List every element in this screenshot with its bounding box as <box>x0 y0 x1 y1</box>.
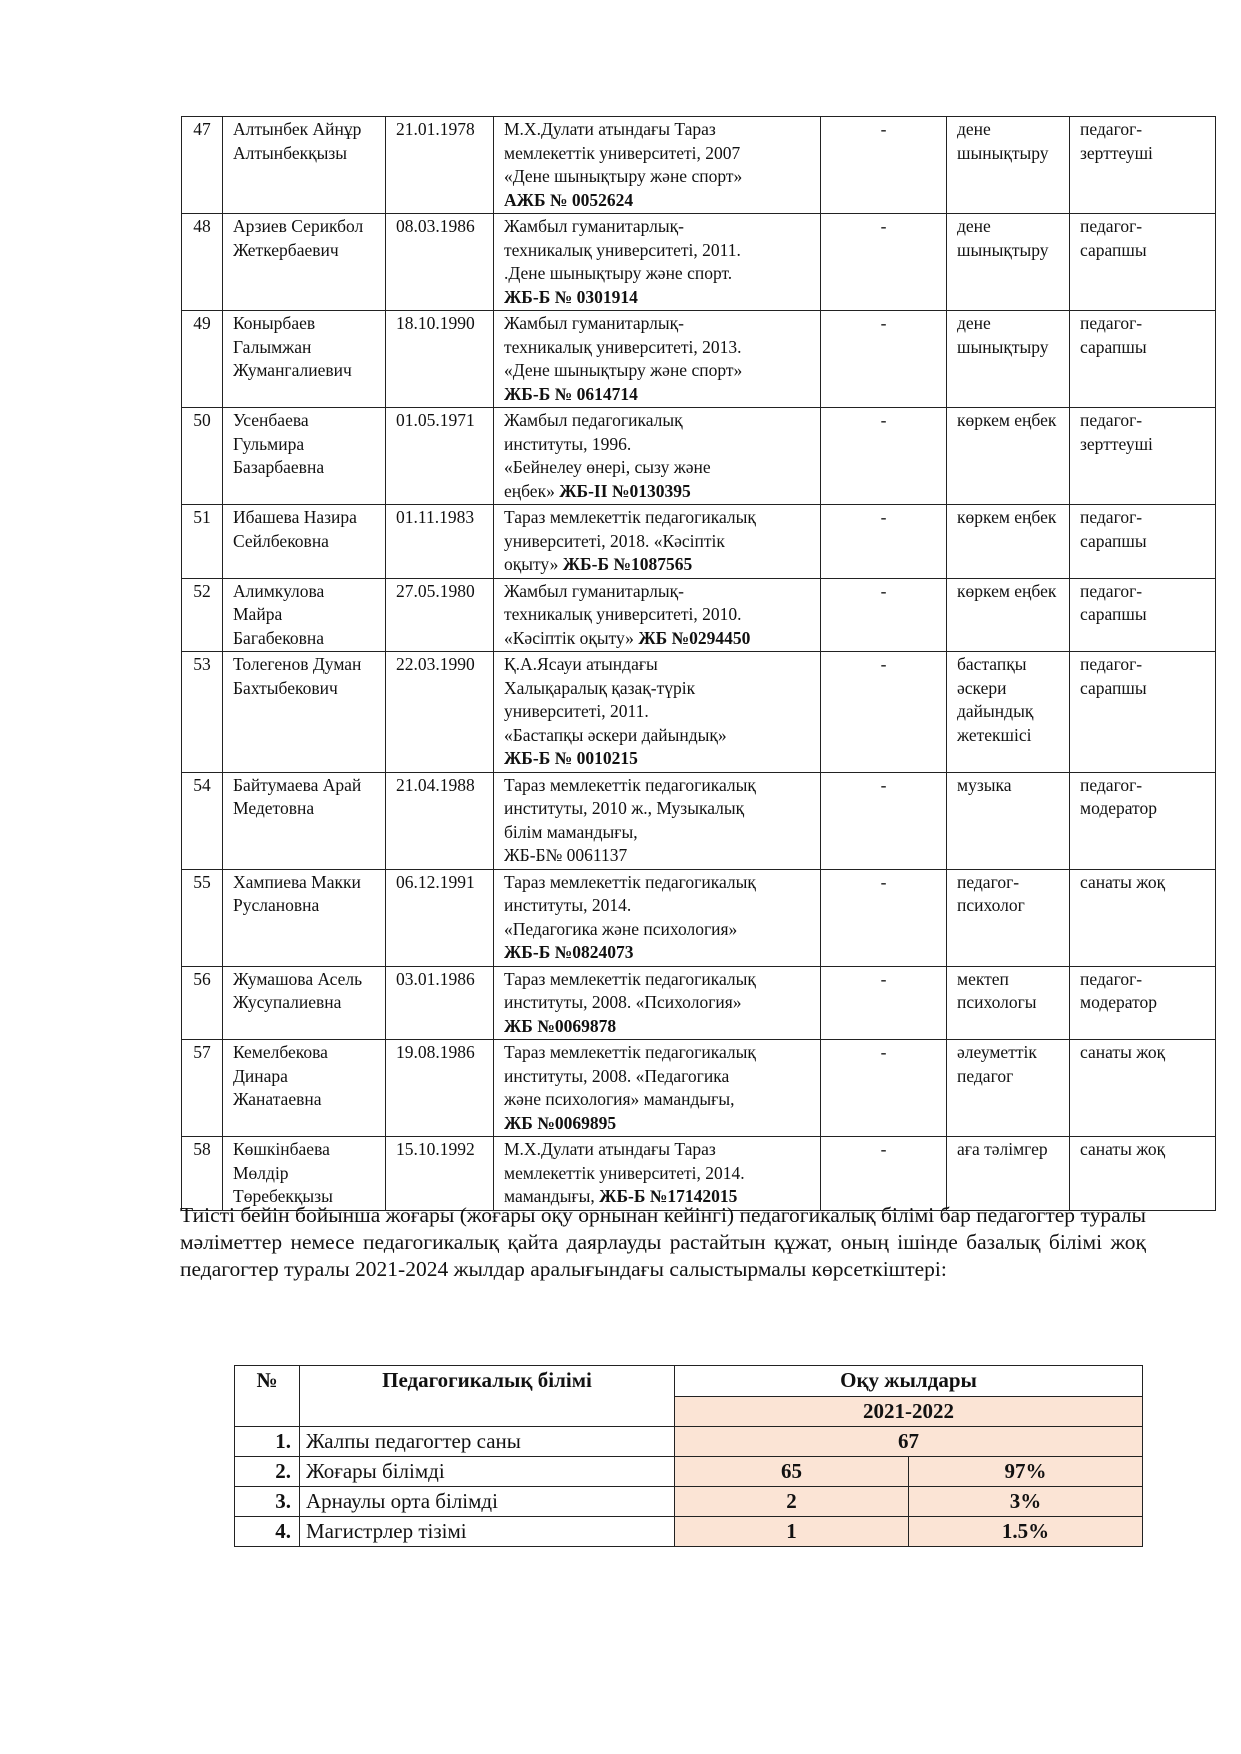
education-text: және психология» мамандығы, <box>504 1089 735 1109</box>
teacher-name-line: Бахтыбекович <box>233 677 338 698</box>
staff-row <box>182 1137 1216 1211</box>
category-line: санаты жоқ <box>1080 871 1166 892</box>
category-line: педагог- <box>1080 313 1143 333</box>
subject <box>947 214 1070 311</box>
category <box>1070 311 1216 408</box>
summary-table <box>234 1365 1143 1547</box>
education-text: техникалық университеті, 2013. <box>504 336 742 357</box>
category-line: педагог- <box>1080 507 1143 527</box>
category-line: педагог- <box>1080 580 1143 601</box>
row-number: 49 <box>182 311 223 408</box>
teacher-name <box>223 966 386 1040</box>
summary-header-education: Педагогикалық білімі <box>300 1366 675 1427</box>
category-line: педагог- <box>1080 654 1143 674</box>
education <box>494 869 821 966</box>
subject-line: педагог <box>957 1065 1014 1086</box>
category <box>1070 869 1216 966</box>
summary-header-num: № <box>235 1366 300 1427</box>
education-line <box>504 480 810 504</box>
summary-row-value: 1 <box>675 1517 909 1547</box>
education-text: Тараз мемлекеттік педагогикалық <box>504 774 756 795</box>
birth-date: 21.04.1988 <box>386 772 494 869</box>
education-line <box>504 1112 810 1136</box>
summary-row <box>235 1517 1143 1547</box>
education <box>494 652 821 773</box>
additional-education: - <box>821 772 947 869</box>
teacher-name-line: Жумашова Асель <box>233 968 363 989</box>
teacher-name <box>223 1137 386 1211</box>
subject-line: дене <box>957 216 991 236</box>
category <box>1070 966 1216 1040</box>
teacher-name <box>223 869 386 966</box>
teacher-name-line: Арзиев Серикбол <box>233 216 364 236</box>
teacher-name-line: Алтынбекқызы <box>233 142 348 163</box>
teacher-name-line: Жанатаевна <box>233 1089 322 1109</box>
additional-education: - <box>821 505 947 579</box>
category <box>1070 772 1216 869</box>
summary-row-num: 2. <box>235 1457 300 1487</box>
birth-date: 06.12.1991 <box>386 869 494 966</box>
summary-row <box>235 1427 1143 1457</box>
category-line: зерттеуші <box>1080 433 1153 454</box>
subject-line: шынықтыру <box>957 142 1049 163</box>
education-line <box>504 1041 810 1065</box>
category-line: сарапшы <box>1080 336 1147 357</box>
education <box>494 117 821 214</box>
education-line <box>504 189 810 213</box>
category-line: педагог- <box>1080 119 1143 139</box>
education-text: «Дене шынықтыру және спорт» <box>504 166 743 186</box>
education-line <box>504 627 810 651</box>
subject-line: көркем еңбек <box>957 507 1057 527</box>
teacher-name-line: Гульмира <box>233 433 305 454</box>
category <box>1070 1137 1216 1211</box>
education-text: Тараз мемлекеттік педагогикалық <box>504 871 756 892</box>
education-text: Тараз мемлекеттік педагогикалық <box>504 507 756 527</box>
birth-date: 01.11.1983 <box>386 505 494 579</box>
staff-row <box>182 408 1216 505</box>
birth-date: 08.03.1986 <box>386 214 494 311</box>
category <box>1070 117 1216 214</box>
teacher-name <box>223 578 386 652</box>
category-line: педагог- <box>1080 410 1143 430</box>
subject <box>947 505 1070 579</box>
education-line <box>504 700 810 724</box>
teacher-name-line: Хампиева Макки <box>233 871 361 892</box>
staff-row <box>182 505 1216 579</box>
subject-line: көркем еңбек <box>957 410 1057 430</box>
row-number: 52 <box>182 578 223 652</box>
education-line <box>504 1088 810 1112</box>
education-text: еңбек» <box>504 480 560 501</box>
summary-header-row <box>235 1366 1143 1397</box>
category <box>1070 214 1216 311</box>
teacher-name-line: Алимкулова <box>233 580 325 601</box>
teacher-name <box>223 772 386 869</box>
summary-row-percent: 3% <box>909 1487 1143 1517</box>
row-number: 48 <box>182 214 223 311</box>
summary-row-value: 67 <box>675 1427 1143 1457</box>
education-line <box>504 262 810 286</box>
education-line <box>504 506 810 530</box>
education-line <box>504 239 810 263</box>
education-text: мемлекеттік университеті, 2014. <box>504 1162 745 1183</box>
birth-date: 15.10.1992 <box>386 1137 494 1211</box>
birth-date: 19.08.1986 <box>386 1040 494 1137</box>
education <box>494 1040 821 1137</box>
staff-row <box>182 869 1216 966</box>
category <box>1070 1040 1216 1137</box>
row-number: 53 <box>182 652 223 773</box>
birth-date: 21.01.1978 <box>386 117 494 214</box>
teacher-name-line: Руслановна <box>233 895 320 915</box>
staff-row <box>182 578 1216 652</box>
teacher-name <box>223 652 386 773</box>
category-line: модератор <box>1080 798 1157 818</box>
birth-date: 01.05.1971 <box>386 408 494 505</box>
education-text: институты, 2008. «Психология» <box>504 992 742 1012</box>
teacher-name-line: Кемелбекова <box>233 1042 328 1062</box>
education-text: ЖБ-Б №0824073 <box>504 942 634 962</box>
row-number: 51 <box>182 505 223 579</box>
teacher-name <box>223 311 386 408</box>
education-line <box>504 456 810 480</box>
education-text: техникалық университеті, 2011. <box>504 239 741 260</box>
subject-line: бастапқы <box>957 654 1027 674</box>
summary-row-label: Арнаулы орта білімді <box>300 1487 675 1517</box>
education-line <box>504 433 810 457</box>
summary-row-value: 2 <box>675 1487 909 1517</box>
education-line <box>504 1065 810 1089</box>
summary-row-label: Жалпы педагогтер саны <box>300 1427 675 1457</box>
teacher-name-line: Базарбаевна <box>233 457 325 477</box>
subject-line: психолог <box>957 895 1025 915</box>
birth-date: 27.05.1980 <box>386 578 494 652</box>
row-number: 50 <box>182 408 223 505</box>
teacher-name-line: Толегенов Думан <box>233 654 362 674</box>
row-number: 58 <box>182 1137 223 1211</box>
staff-row <box>182 1040 1216 1137</box>
summary-row-percent: 1.5% <box>909 1517 1143 1547</box>
teacher-name-line: Медетовна <box>233 798 315 818</box>
category-line: зерттеуші <box>1080 142 1153 163</box>
teacher-name <box>223 214 386 311</box>
education-text: М.Х.Дулати атындағы Тараз <box>504 119 716 139</box>
category-line: сарапшы <box>1080 604 1147 624</box>
additional-education: - <box>821 117 947 214</box>
education-text: білім мамандығы, <box>504 821 638 842</box>
education-text: Халықаралық қазақ-түрік <box>504 677 696 698</box>
teacher-name-line: Төребекқызы <box>233 1186 333 1206</box>
summary-year: 2021-2022 <box>675 1396 1143 1427</box>
subject <box>947 311 1070 408</box>
category-line: санаты жоқ <box>1080 1042 1166 1062</box>
summary-row-label: Магистрлер тізімі <box>300 1517 675 1547</box>
summary-header-years: Оқу жылдары <box>675 1366 1143 1397</box>
education-line <box>504 653 810 677</box>
education-line <box>504 941 810 965</box>
education-line <box>504 747 810 771</box>
education-line <box>504 215 810 239</box>
subject <box>947 117 1070 214</box>
row-number: 54 <box>182 772 223 869</box>
additional-education: - <box>821 652 947 773</box>
teacher-name-line: Жусупалиевна <box>233 992 342 1012</box>
education-text: университеті, 2011. <box>504 701 649 721</box>
subject-line: әлеуметтік <box>957 1042 1037 1062</box>
teacher-name-line: Динара <box>233 1065 288 1086</box>
education-line <box>504 1138 810 1162</box>
education-line <box>504 312 810 336</box>
education-text: М.Х.Дулати атындағы Тараз <box>504 1139 716 1159</box>
education-line <box>504 918 810 942</box>
education-line <box>504 774 810 798</box>
teacher-name-line: Көшкінбаева <box>233 1139 330 1159</box>
education-text: институты, 2010 ж., Музыкалық <box>504 798 745 818</box>
education-line <box>504 968 810 992</box>
teacher-name-line: Мөлдір <box>233 1162 289 1183</box>
education-text: институты, 2008. «Педагогика <box>504 1065 730 1086</box>
education-text: ЖБ-Б № 0010215 <box>504 748 638 768</box>
category-line: педагог- <box>1080 216 1143 236</box>
additional-education: - <box>821 1040 947 1137</box>
education-text: «Кәсіптік оқыту» <box>504 627 639 648</box>
subject-line: мектеп <box>957 968 1009 989</box>
category-line: педагог- <box>1080 774 1143 795</box>
additional-education: - <box>821 578 947 652</box>
education-line <box>504 580 810 604</box>
education-line <box>504 142 810 166</box>
education-line <box>504 383 810 407</box>
education-line <box>504 1162 810 1186</box>
row-number: 55 <box>182 869 223 966</box>
row-number: 57 <box>182 1040 223 1137</box>
subject-line: дене <box>957 313 991 333</box>
teacher-name-line: Байтумаева Арай <box>233 774 362 795</box>
education <box>494 966 821 1040</box>
education <box>494 1137 821 1211</box>
education-text: Қ.А.Ясауи атындағы <box>504 654 658 674</box>
subject-line: педагог- <box>957 871 1020 892</box>
education-text: Жамбыл гуманитарлық- <box>504 580 684 601</box>
staff-row <box>182 652 1216 773</box>
diploma-number: ЖБ-Б №17142015 <box>599 1186 738 1206</box>
category <box>1070 578 1216 652</box>
education-text: мамандығы, <box>504 1186 600 1206</box>
category <box>1070 505 1216 579</box>
subject-line: жетекшісі <box>957 724 1032 745</box>
row-number: 56 <box>182 966 223 1040</box>
education-text: АЖБ № 0052624 <box>504 189 634 210</box>
diploma-number: ЖБ-ІІ №0130395 <box>559 480 691 501</box>
category <box>1070 408 1216 505</box>
subject-line: әскери <box>957 677 1007 698</box>
category-line: сарапшы <box>1080 239 1147 260</box>
education-text: «Дене шынықтыру және спорт» <box>504 360 743 380</box>
education-line <box>504 1015 810 1039</box>
education-text: институты, 1996. <box>504 433 632 454</box>
education-line <box>504 821 810 845</box>
subject <box>947 1040 1070 1137</box>
category-line: сарапшы <box>1080 530 1147 551</box>
additional-education: - <box>821 966 947 1040</box>
summary-row-value: 65 <box>675 1457 909 1487</box>
teacher-name-line: Жеткербаевич <box>233 239 339 260</box>
subject-line: дайындық <box>957 701 1034 721</box>
subject-line: дене <box>957 119 991 139</box>
education-line <box>504 844 810 868</box>
subject <box>947 966 1070 1040</box>
teacher-name-line: Майра <box>233 604 283 624</box>
teacher-name-line: Усенбаева <box>233 410 309 430</box>
additional-education: - <box>821 214 947 311</box>
education-line <box>504 797 810 821</box>
summary-row-num: 4. <box>235 1517 300 1547</box>
subject-line: көркем еңбек <box>957 580 1057 601</box>
diploma-number: ЖБ №0294450 <box>638 627 751 648</box>
staff-table <box>181 116 1216 1211</box>
subject <box>947 578 1070 652</box>
education-text: «Педагогика және психология» <box>504 918 738 939</box>
teacher-name <box>223 1040 386 1137</box>
education-text: техникалық университеті, 2010. <box>504 604 742 624</box>
row-number: 47 <box>182 117 223 214</box>
teacher-name-line: Ибашева Назира <box>233 507 357 527</box>
subject <box>947 408 1070 505</box>
subject <box>947 772 1070 869</box>
additional-education: - <box>821 408 947 505</box>
education <box>494 578 821 652</box>
subject-line: аға тәлімгер <box>957 1139 1048 1159</box>
education-line <box>504 336 810 360</box>
education-line <box>504 359 810 383</box>
education-text: оқыту» <box>504 554 563 574</box>
teacher-name-line: Сейлбековна <box>233 530 329 551</box>
staff-row <box>182 772 1216 869</box>
education <box>494 311 821 408</box>
education-text: ЖБ-Б № 0614714 <box>504 383 638 404</box>
teacher-name-line: Жумангалиевич <box>233 360 352 380</box>
education <box>494 772 821 869</box>
education-line <box>504 894 810 918</box>
education-text: Тараз мемлекеттік педагогикалық <box>504 1042 756 1062</box>
education-line <box>504 677 810 701</box>
education-text: «Бастапқы әскери дайындық» <box>504 724 727 745</box>
education-text: ЖБ №0069895 <box>504 1112 617 1133</box>
education <box>494 505 821 579</box>
education-line <box>504 553 810 577</box>
category-line: педагог- <box>1080 968 1143 989</box>
education-text: ЖБ-Б № 0301914 <box>504 286 638 307</box>
teacher-name-line: Конырбаев <box>233 313 316 333</box>
teacher-name-line: Багабековна <box>233 627 324 648</box>
staff-table-body <box>182 117 1216 1211</box>
teacher-name-line: Алтынбек Айнұр <box>233 119 362 139</box>
teacher-name <box>223 408 386 505</box>
additional-education: - <box>821 311 947 408</box>
education <box>494 408 821 505</box>
education-line <box>504 724 810 748</box>
education-line <box>504 603 810 627</box>
category-line: модератор <box>1080 992 1157 1012</box>
category <box>1070 652 1216 773</box>
summary-row <box>235 1487 1143 1517</box>
education-text: мемлекеттік университеті, 2007 <box>504 142 741 163</box>
education-text: Жамбыл гуманитарлық- <box>504 313 684 333</box>
education-line <box>504 118 810 142</box>
education-text: институты, 2014. <box>504 895 632 915</box>
education-text: Тараз мемлекеттік педагогикалық <box>504 968 756 989</box>
summary-row-num: 1. <box>235 1427 300 1457</box>
education-text: университеті, 2018. «Кәсіптік <box>504 530 725 551</box>
education-line <box>504 409 810 433</box>
education-text: «Бейнелеу өнері, сызу және <box>504 457 711 477</box>
staff-row <box>182 117 1216 214</box>
staff-row <box>182 311 1216 408</box>
education-text: Жамбыл педагогикалық <box>504 410 683 430</box>
education-text: ЖБ-Б№ 0061137 <box>504 845 628 865</box>
education-text: .Дене шынықтыру және спорт. <box>504 263 733 283</box>
subject-line: психологы <box>957 992 1037 1012</box>
subject <box>947 1137 1070 1211</box>
staff-row <box>182 966 1216 1040</box>
teacher-name <box>223 505 386 579</box>
subject-line: шынықтыру <box>957 239 1049 260</box>
summary-paragraph: Тиісті бейін бойынша жоғары (жоғары оқу орнынан кейінгі) педагогикалық білімі бар педагогтер туралы мәліметтер немесе педагогикалық қайта даярлауды растайтын құжат, оның ішінде базалық білімі жоқ педагогтер туралы 2021-2024 жылдар аралығындағы салыстырмалы көрсеткіштері: <box>180 1203 1146 1281</box>
summary-row-label: Жоғары білімді <box>300 1457 675 1487</box>
summary-row <box>235 1457 1143 1487</box>
birth-date: 03.01.1986 <box>386 966 494 1040</box>
education-text: Жамбыл гуманитарлық- <box>504 216 684 236</box>
education-line <box>504 530 810 554</box>
diploma-number: ЖБ-Б №1087565 <box>562 554 693 574</box>
category-line: сарапшы <box>1080 677 1147 698</box>
subject-line: музыка <box>957 774 1012 795</box>
education-line <box>504 165 810 189</box>
subject <box>947 652 1070 773</box>
birth-date: 18.10.1990 <box>386 311 494 408</box>
education-text: ЖБ №0069878 <box>504 1015 617 1036</box>
education-line <box>504 871 810 895</box>
education <box>494 214 821 311</box>
summary-row-num: 3. <box>235 1487 300 1517</box>
additional-education: - <box>821 869 947 966</box>
teacher-name <box>223 117 386 214</box>
education-line <box>504 286 810 310</box>
subject-line: шынықтыру <box>957 336 1049 357</box>
education-line <box>504 991 810 1015</box>
staff-row <box>182 214 1216 311</box>
teacher-name-line: Галымжан <box>233 336 312 357</box>
category-line: санаты жоқ <box>1080 1139 1166 1159</box>
summary-row-percent: 97% <box>909 1457 1143 1487</box>
subject <box>947 869 1070 966</box>
additional-education: - <box>821 1137 947 1211</box>
birth-date: 22.03.1990 <box>386 652 494 773</box>
